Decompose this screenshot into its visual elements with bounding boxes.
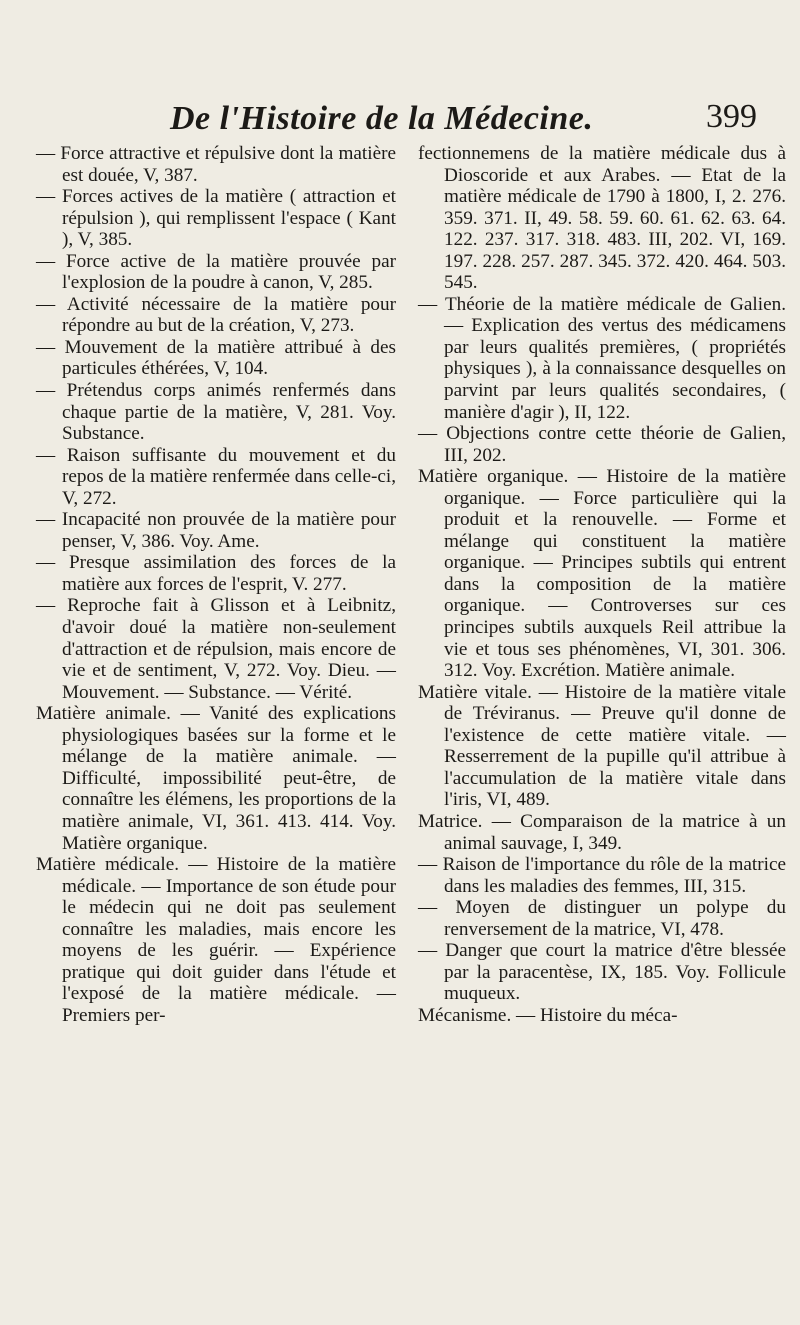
index-entry: — Théorie de la matière médicale de Galien. — Explication des vertus des médicamens par leurs qualités premières, ( propriétés physiques ), à la connaissance desquelles on parvint par leurs qualités secondaires, ( manière d'agir ), II, 122. xyxy=(418,293,786,423)
index-entry: Matière animale. — Vanité des explications physiologiques basées sur la forme et le mélange de la matière animale. — Difficulté, impossibilité peut-être, de connaître les élémens, les proportions de la matière animale, VI, 361. 413. 414. Voy. Matière organique. xyxy=(36,703,396,854)
index-entry: — Prétendus corps animés renfermés dans chaque partie de la matière, V, 281. Voy. Substance. xyxy=(36,380,396,445)
index-entry: — Moyen de distinguer un polype du renversement de la matrice, VI, 478. xyxy=(418,897,786,940)
right-column xyxy=(418,143,786,1026)
index-entry: — Danger que court la matrice d'être blessée par la paracentèse, IX, 185. Voy. Follicule muqueux. xyxy=(418,940,786,1005)
index-entry: — Reproche fait à Glisson et à Leibnitz, d'avoir doué la matière non-seulement d'attraction et de répulsion, mais encore de vie et de sentiment, V, 272. Voy. Dieu. — Mouvement. — Substance. — Vérité. xyxy=(36,595,396,703)
index-entry: Mécanisme. — Histoire du méca- xyxy=(418,1004,678,1026)
index-entry: Matière vitale. — Histoire de la matière vitale de Tréviranus. — Preuve qu'il donne de l'existence de cette matière vitale. — Resserrement de la pupille qu'il attribue à l'accumulation de la matière vitale dans l'iris, VI, 489. xyxy=(418,681,786,811)
index-entry: Matière médicale. — Histoire de la matière médicale. — Importance de son étude pour le médecin qui ne doit pas seulement connaître les maladies, mais encore les moyens de les guérir. — Expérience pratique qui doit guider dans l'étude et l'exposé de la matière médicale. — Premiers per- xyxy=(36,854,396,1026)
running-title: De l'Histoire de la Médecine. xyxy=(170,100,594,137)
index-entry: — Activité nécessaire de la matière pour répondre au but de la création, V, 273. xyxy=(36,293,396,337)
index-entry: — Raison suffisante du mouvement et du repos de la matière renfermée dans celle-ci, V, 272. xyxy=(36,444,396,509)
index-entry: — Force active de la matière prouvée par l'explosion de la poudre à canon, V, 285. xyxy=(36,250,396,294)
index-entry: — Forces actives de la matière ( attraction et répulsion ), qui remplissent l'espace ( Kant ), V, 385. xyxy=(36,186,396,251)
page-header xyxy=(0,88,800,148)
index-entry: — Raison de l'importance du rôle de la matrice dans les maladies des femmes, III, 315. xyxy=(418,854,786,897)
index-entry: fectionnemens de la matière médicale dus à Dioscoride et aux Arabes. — Etat de la matière médicale de 1790 à 1800, I, 2. 276. 359. 371. II, 49. 58. 59. 60. 61. 62. 63. 64. 122. 237. 317. 318. 483. III, 202. VI, 169. 197. 228. 257. 287. 345. 372. 420. 464. 503. 545. xyxy=(418,143,786,294)
page-number: 399 xyxy=(706,98,757,135)
index-entry: Matrice. — Comparaison de la matrice à un animal sauvage, I, 349. xyxy=(418,810,786,854)
index-entry: — Objections contre cette théorie de Galien, III, 202. xyxy=(418,423,786,466)
index-entry: Matière organique. — Histoire de la matière organique. — Force particulière qui la produit et la renouvelle. — Forme et mélange qui constituent la matière organique. — Principes subtils qui entrent dans la composition de la matière organique. — Controverses sur ces principes subtils auxquels Reil attribue la vie et tous ses phénomènes, VI, 301. 306. 312. Voy. Excrétion. Matière animale. xyxy=(418,466,786,682)
index-entry: — Presque assimilation des forces de la matière aux forces de l'esprit, V. 277. xyxy=(36,552,396,595)
index-entry: — Incapacité non prouvée de la matière pour penser, V, 386. Voy. Ame. xyxy=(36,509,396,552)
index-entry: — Force attractive et répulsive dont la matière est douée, V, 387. xyxy=(36,143,396,186)
index-entry: — Mouvement de la matière attribué à des particules éthérées, V, 104. xyxy=(36,336,396,380)
left-column xyxy=(36,143,396,1026)
